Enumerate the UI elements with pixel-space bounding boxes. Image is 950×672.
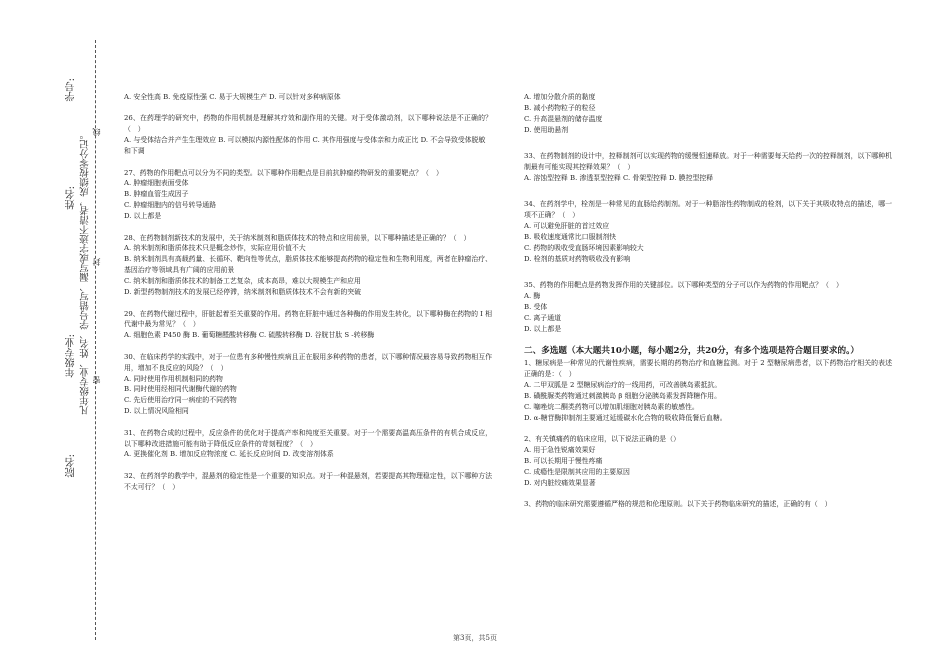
- q35-option-b: B. 受体: [524, 303, 548, 312]
- q34-option-d: D. 栓剂的基质对药物吸收没有影响: [524, 254, 631, 263]
- q25-options: A. 安全性高 B. 免疫原性强 C. 易于大规模生产 D. 可以针对多种病原体: [124, 93, 341, 101]
- q32-option-c: C. 升高混悬剂的储存温度: [524, 114, 603, 123]
- q30-option-d: D. 以上情况风险相同: [124, 407, 189, 416]
- q35-stem: 35、药物的作用靶点是药物发挥作用的关键部位。以下哪种类型的分子可以作为药物的作用靶点？（ ）: [524, 281, 843, 290]
- q28-option-a: A. 纳米制剂和脂质体技术只是概念炒作，实际应用价值不大: [124, 244, 306, 253]
- college-label: 院名:: [66, 454, 77, 478]
- section-heading-multiple-choice: 二、多选题（本大题共10小题，每小题2分，共20分，有多个选项是符合题目要求的。）: [524, 346, 859, 357]
- q28-stem: 28、在药物制剂新技术的发展中，关于纳米制剂和脂质体技术的特点和应用前景，以下哪种描述是正确的？（ ）: [124, 233, 471, 242]
- q34-stem: 34、在药剂学中，栓剂是一种常见的直肠给药制剂。对于一种脂溶性药物制成的栓剂，以下关于其吸收特点的描述，哪一项不正确？（ ）: [524, 200, 892, 220]
- q27-stem: 27、药物的作用靶点可以分为不同的类型。以下哪种作用靶点是目前抗肿瘤药物研发的重要靶点？（ ）: [124, 168, 443, 177]
- q29-options: A. 细胞色素 P450 酶 B. 葡萄糖醛酸转移酶 C. 硫酸转移酶 D. 谷胱甘肽 S -转移酶: [124, 331, 375, 340]
- q27-option-b: B. 肿瘤血管生成因子: [124, 190, 189, 199]
- m1-option-a: A. 二甲双胍是 2 型糖尿病治疗的一线用药，可改善胰岛素抵抗。: [524, 381, 722, 390]
- q27-option-c: C. 肿瘤细胞内的信号转导通路: [124, 201, 217, 210]
- q35-option-a: A. 酶: [524, 292, 541, 301]
- q30-stem: 30、在临床药学的实践中，对于一位患有多种慢性疾病且正在服用多种药物的患者，以下哪种情况最容易导致药物相互作用，增加不良反应的风险？（ ）: [124, 352, 492, 372]
- m2-option-b: B. 可以长期用于慢性疼痛: [524, 457, 603, 466]
- q32-stem: 32、在药剂学的教学中，混悬剂的稳定性是一个重要的知识点。对于一种混悬剂，若要提高其物理稳定性，以下哪种方法不太可行？（ ）: [124, 471, 492, 491]
- binding-margin: [0, 0, 112, 672]
- left-column: [124, 92, 492, 493]
- major-label: 年级专业:: [66, 334, 77, 378]
- q35-option-d: D. 以上都是: [524, 324, 562, 333]
- seal-mark-mi: 密: [92, 376, 101, 384]
- m1-option-b: B. 磺酰脲类药物通过刺激胰岛 β 细胞分泌胰岛素发挥降糖作用。: [524, 392, 721, 401]
- m2-stem: 2、有关镇痛药的临床应用，以下说法正确的是（）: [524, 435, 680, 444]
- page-number: 第3页，共5页: [453, 634, 497, 642]
- q32-option-d: D. 使用助悬剂: [524, 125, 569, 134]
- q29-stem: 29、在药物代谢过程中，肝脏起着至关重要的作用。药物在肝脏中通过各种酶的作用发生转化，以下哪种酶在药物的 I 相代谢中最为常见？（ ）: [124, 309, 492, 329]
- q32-option-a: A. 增加分散介质的黏度: [524, 93, 596, 101]
- seal-mark-feng: 封: [92, 258, 101, 266]
- m2-option-a: A. 用于急性锐痛效果好: [524, 446, 596, 455]
- q34-option-b: B. 吸收速度通常比口服制剂快: [524, 233, 617, 242]
- q31-options: A. 更换催化剂 B. 增加反应物浓度 C. 延长反应时间 D. 改变溶剂体系: [124, 450, 334, 459]
- student-id-label: 学号:: [66, 78, 77, 102]
- q27-option-d: D. 以上都是: [124, 212, 162, 221]
- q26-options: A. 与受体结合并产生生理效应 B. 可以模拟内源性配体的作用 C. 其作用强度与受体亲和力成正比 D. 不会导致受体脱敏和下调: [124, 136, 486, 156]
- q32-option-b: B. 减小药物粒子的粒径: [524, 103, 596, 112]
- m1-option-c: C. 噻唑烷二酮类药物可以增加肌细胞对胰岛素的敏感性。: [524, 402, 699, 411]
- notice-text: 凡年级专业、姓名、学号错写、漏写或字迹不清者，成绩按零分记。: [80, 130, 91, 415]
- q30-option-b: B. 同时使用经相同代谢酶代谢的药物: [124, 385, 237, 394]
- q30-option-a: A. 同时使用作用机制相同的药物: [124, 374, 223, 383]
- q28-option-b: B. 纳米制剂具有高载药量、长循环、靶向性等优点，脂质体技术能够提高药物的稳定性和生物利用度，两者在肿瘤治疗、基因治疗等领域具有广阔的应用前景: [124, 255, 492, 275]
- q35-option-c: C. 离子通道: [524, 314, 561, 322]
- q26-stem: 26、在药理学的研究中，药物的作用机制是理解其疗效和副作用的关键。对于受体激动剂，以下哪种说法是不正确的？（ ）: [124, 114, 492, 134]
- q30-option-c: C. 先后使用治疗同一病症的不同药物: [124, 396, 237, 405]
- q27-option-a: A. 肿瘤细胞表面受体: [124, 179, 189, 188]
- q34-option-a: A. 可以避免肝脏的首过效应: [524, 222, 610, 231]
- m3-stem: 3、药物的临床研究需要遵循严格的规范和伦理原则。以下关于药物临床研究的描述，正确的有（ ）: [524, 500, 832, 509]
- q28-option-c: C. 纳米制剂和脂质体技术的制备工艺复杂，成本高昂，难以大规模生产和应用: [124, 277, 361, 286]
- q31-stem: 31、在药物合成的过程中，反应条件的优化对于提高产率和纯度至关重要。对于一个需要高温高压条件的有机合成反应，以下哪种改进措施可能有助于降低反应条件的苛刻程度？（ ）: [124, 428, 492, 448]
- m2-option-d: D. 对内脏绞痛效果显著: [524, 478, 596, 487]
- q28-option-d: D. 新型药物制剂技术的发展已经停滞，纳米制剂和脂质体技术不会有新的突破: [124, 288, 362, 297]
- q34-option-c: C. 药物的吸收受直肠环境因素影响较大: [524, 243, 644, 252]
- m1-option-d: D. α-糖苷酶抑制剂主要通过延缓碳水化合物的吸收降低餐后血糖。: [524, 413, 727, 422]
- name-label: 姓名:: [66, 186, 77, 210]
- right-column: [524, 92, 892, 510]
- m2-option-c: C. 成瘾性是限制其应用的主要原因: [524, 467, 630, 476]
- seal-mark-xian: 线: [92, 128, 101, 136]
- q33-stem: 33、在药物制剂的设计中，控释制剂可以实现药物的缓慢恒速释放。对于一种需要每天给药一次的控释制剂，以下哪种机制最有可能实现其控释效果？（ ）: [524, 152, 892, 172]
- q33-options: A. 溶蚀型控释 B. 渗透泵型控释 C. 骨架型控释 D. 膜控型控释: [524, 173, 714, 182]
- m1-stem: 1、糖尿病是一种常见的代谢性疾病，需要长期的药物治疗和血糖监测。对于 2 型糖尿病患者，以下药物治疗相关的表述正确的是：（ ）: [524, 359, 892, 379]
